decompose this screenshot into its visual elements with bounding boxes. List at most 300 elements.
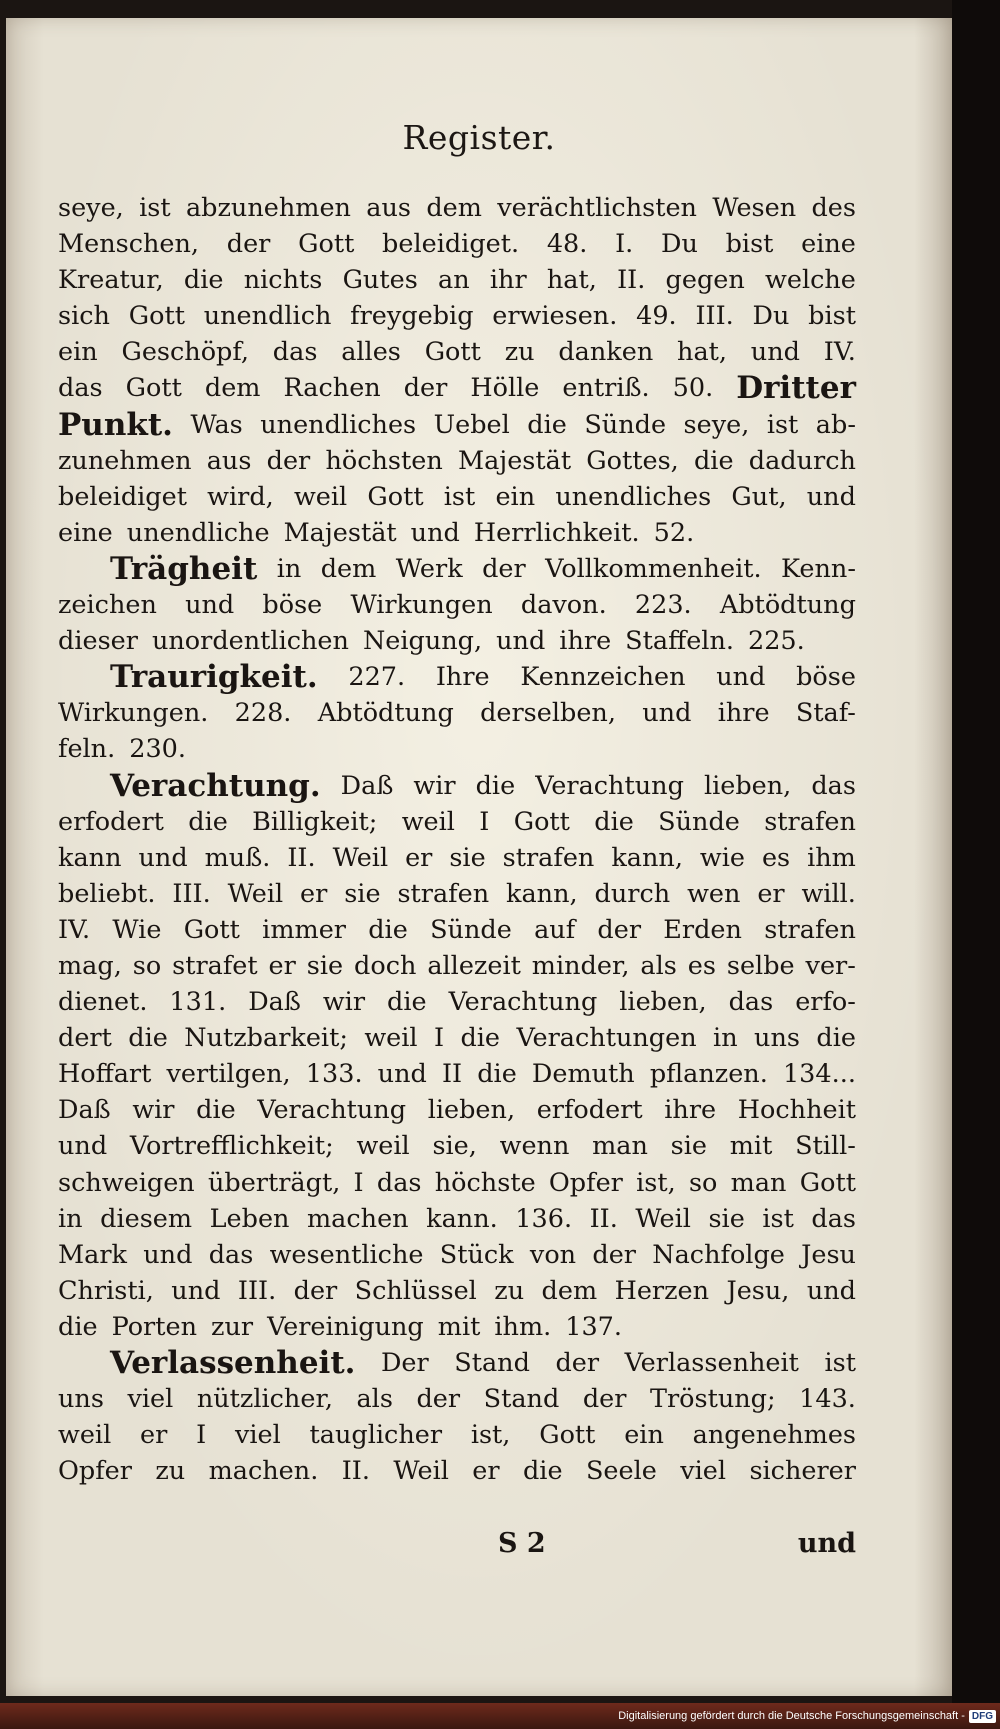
running-head: Register. — [402, 118, 556, 157]
word: allezeit — [427, 950, 521, 981]
word: Trägheit — [110, 550, 258, 587]
word: ist, — [470, 1420, 511, 1451]
word: Opfer — [58, 1456, 132, 1487]
word: die — [196, 1095, 236, 1126]
word: ist — [766, 409, 799, 440]
word: eine — [58, 517, 113, 548]
word: Erden — [663, 914, 742, 945]
word: Mark — [58, 1239, 127, 1270]
word: Schlüssel — [354, 1275, 477, 1306]
word: weil — [401, 806, 455, 837]
text-line — [58, 190, 856, 226]
word: sie — [306, 950, 344, 981]
word: Vortrefflichkeit; — [129, 1131, 334, 1162]
text-line — [58, 298, 856, 334]
word: 137. — [565, 1311, 623, 1342]
word: die — [477, 1059, 517, 1090]
word: lieben, — [703, 770, 792, 801]
word: freygebig — [350, 301, 474, 332]
word: Der — [380, 1348, 429, 1378]
word: Hölle — [470, 373, 540, 404]
word: strafet — [172, 950, 258, 981]
word: viel — [127, 1384, 174, 1415]
word: Jesu — [801, 1239, 856, 1270]
word: machen. — [208, 1456, 319, 1487]
word: Sünde — [430, 914, 512, 945]
word: Wirkungen — [350, 590, 493, 621]
text-line — [58, 370, 856, 406]
word: auf — [534, 914, 576, 945]
register-text-body — [58, 190, 856, 1489]
text-line — [58, 695, 856, 731]
word: es — [761, 842, 791, 873]
word: das — [58, 373, 103, 404]
word: 230. — [129, 734, 186, 765]
word: kann, — [611, 842, 683, 873]
word: Majestät — [457, 445, 572, 476]
word: Gutes — [342, 265, 418, 296]
word: 227. — [348, 662, 406, 693]
word: von — [529, 1239, 577, 1270]
word: Kreatur, — [58, 265, 164, 296]
text-line — [58, 876, 856, 912]
word: unordentlichen — [151, 626, 349, 657]
word: schweigen — [58, 1167, 195, 1198]
word: böse — [262, 590, 323, 621]
word: strafen — [764, 914, 856, 945]
word: davon. — [520, 590, 607, 621]
word: vertilgen, — [166, 1059, 291, 1090]
word: das — [208, 1239, 254, 1270]
word: wen — [687, 878, 741, 909]
word: II. — [287, 842, 316, 873]
word: Tröstung; — [649, 1384, 776, 1415]
word: er — [472, 1456, 500, 1487]
word: zur — [211, 1311, 254, 1342]
word: Verachtungen — [516, 1023, 697, 1054]
word: mit — [437, 1311, 481, 1342]
word: zu — [504, 337, 535, 368]
word: mit — [729, 1131, 773, 1162]
word: Hochheit — [737, 1095, 856, 1126]
word: Gott — [125, 373, 182, 404]
text-line — [58, 984, 856, 1020]
text-line — [58, 623, 856, 659]
word: zu — [155, 1456, 186, 1487]
word: weil — [293, 481, 348, 512]
word: Still- — [795, 1131, 856, 1162]
word: aus — [206, 445, 252, 476]
word: sie — [670, 1131, 708, 1162]
word: ist — [443, 481, 476, 512]
word: dadurch — [748, 445, 856, 476]
word: kann, — [506, 878, 578, 909]
text-line — [58, 1092, 856, 1128]
word: minder, — [531, 950, 630, 981]
text-line — [58, 840, 856, 876]
word: IV. — [823, 337, 856, 368]
text-line — [58, 804, 856, 840]
word: er — [405, 842, 433, 873]
word: strafen — [502, 842, 595, 873]
signature-mark: S 2 — [498, 1528, 546, 1559]
word: Gott — [513, 806, 570, 837]
word: dem — [426, 193, 482, 223]
word: Demuth — [531, 1059, 635, 1090]
word: sich — [58, 301, 110, 332]
word: Vollkommenheit. — [545, 553, 762, 584]
word: Wie — [112, 914, 162, 945]
word: Gott — [539, 1420, 596, 1451]
word: ihre — [717, 698, 770, 729]
word: ab- — [815, 409, 856, 440]
word: 228. — [234, 698, 292, 729]
word: beleidiget. — [382, 229, 520, 260]
word: Verachtung. — [110, 767, 321, 804]
word: Sünde — [584, 409, 667, 440]
word: Seele — [585, 1456, 657, 1487]
word: dem — [541, 1275, 598, 1306]
word: Gott — [183, 914, 240, 945]
word: eine — [801, 229, 856, 260]
word: will. — [801, 878, 856, 909]
word: diesem — [100, 1203, 193, 1234]
word: Stand — [454, 1348, 530, 1378]
word: kann — [58, 842, 122, 873]
word: der — [582, 1384, 627, 1415]
word: strafen — [764, 806, 856, 837]
text-line — [58, 912, 856, 948]
word: Menschen, — [58, 229, 200, 260]
word: welche — [765, 265, 856, 296]
word: das — [811, 770, 856, 801]
word: er — [140, 1420, 168, 1451]
word: Neigung, — [362, 626, 483, 657]
word: und — [716, 662, 766, 693]
word: und — [496, 626, 546, 657]
word: und — [143, 1239, 193, 1270]
word: ihm — [807, 842, 856, 873]
word: ihm. — [494, 1311, 552, 1342]
word: 50. — [672, 373, 714, 404]
word: lieben, — [619, 987, 707, 1018]
word: wesentliche — [269, 1239, 424, 1270]
word: und — [806, 481, 856, 512]
word: Kennzeichen — [520, 662, 686, 693]
text-line — [58, 1128, 856, 1164]
word: Punkt. — [58, 406, 173, 443]
word: wir — [413, 770, 456, 801]
word: sie — [449, 842, 486, 873]
word: verächtlichsten — [497, 193, 697, 223]
word: und — [410, 517, 460, 548]
word: viel — [680, 1456, 727, 1487]
text-line — [58, 1020, 856, 1056]
digitization-footer — [618, 1704, 996, 1728]
word: an — [438, 265, 470, 296]
word: zu — [494, 1275, 525, 1306]
word: mag, — [58, 950, 122, 981]
text-line — [58, 1381, 856, 1417]
paper-page — [6, 18, 952, 1696]
word: der — [416, 1384, 461, 1415]
word: Werk — [395, 553, 463, 584]
word: so — [132, 950, 162, 981]
word: in — [58, 1203, 83, 1234]
word: wird, — [207, 481, 274, 512]
word: und — [185, 590, 235, 621]
word: ein — [495, 481, 536, 512]
word: II. — [341, 1456, 370, 1487]
word: immer — [262, 914, 346, 945]
word: II. — [589, 1203, 618, 1234]
word: Billigkeit; — [252, 806, 378, 837]
word: I — [433, 1023, 445, 1054]
word: die — [188, 806, 228, 837]
word: als — [356, 1384, 393, 1415]
word: Abtödtung — [317, 698, 454, 729]
text-line — [58, 515, 856, 551]
word: seye, — [58, 193, 124, 223]
word: Stück — [439, 1239, 514, 1270]
word: und — [806, 1275, 856, 1306]
word: Wesen — [712, 193, 797, 223]
word: die — [128, 1023, 168, 1054]
word: weil — [364, 1023, 418, 1054]
word: hat, — [546, 265, 597, 296]
word: Verlassenheit. — [110, 1345, 356, 1381]
word: II. — [617, 265, 646, 296]
word: seye, — [683, 409, 750, 440]
word: Weil — [227, 878, 284, 909]
word: die — [527, 409, 567, 440]
word: Verachtung — [535, 770, 684, 801]
word: II — [441, 1059, 463, 1090]
word: der — [293, 1275, 338, 1306]
text-line — [58, 1056, 856, 1092]
word: ein — [58, 337, 98, 368]
word: Weil — [635, 1203, 691, 1234]
word: die — [387, 987, 427, 1018]
word: erfo- — [795, 987, 856, 1018]
word: unendliche — [126, 517, 270, 548]
word: die — [522, 1456, 563, 1487]
word: die — [368, 914, 408, 945]
word: wir — [322, 987, 366, 1018]
word: ver- — [805, 950, 856, 981]
word: nichts — [243, 265, 323, 296]
word: Traurigkeit. — [110, 659, 318, 696]
word: alles — [341, 337, 401, 368]
word: lieben, — [427, 1095, 516, 1126]
word: muß. — [204, 842, 271, 873]
word: unendliches — [260, 409, 417, 440]
word: höchsten — [325, 445, 443, 476]
word: die — [183, 265, 224, 296]
word: dienet. — [58, 987, 148, 1018]
word: sie — [708, 1203, 745, 1234]
word: machen — [307, 1203, 409, 1234]
word: er — [757, 878, 785, 909]
word: ist — [824, 1348, 856, 1378]
book-spine — [952, 0, 1000, 1729]
text-line — [58, 1309, 856, 1345]
word: dem — [204, 373, 261, 404]
text-line — [58, 1165, 856, 1201]
word: Herzen — [614, 1275, 710, 1306]
word: nützlicher, — [196, 1384, 333, 1415]
dfg-logo: DFG — [969, 1710, 996, 1723]
word: weil — [58, 1420, 112, 1451]
word: 48. — [546, 229, 588, 260]
catchline — [58, 1528, 856, 1564]
word: entriß. — [562, 373, 650, 404]
word: uns — [58, 1384, 104, 1415]
word: bist — [725, 229, 774, 260]
word: I. — [615, 229, 634, 260]
word: Leben — [209, 1203, 290, 1234]
word: 225. — [747, 626, 805, 657]
word: Daß — [248, 987, 301, 1018]
text-line — [58, 334, 856, 370]
word: Opfer — [548, 1167, 623, 1198]
word: IV. — [58, 914, 91, 945]
word: Ihre — [435, 662, 490, 693]
word: strafen — [397, 878, 490, 909]
word: Wirkungen. — [58, 698, 209, 729]
word: Staffeln. — [625, 626, 734, 657]
word: hat, — [677, 337, 728, 368]
text-line — [58, 479, 856, 515]
word: 134... — [782, 1059, 856, 1090]
word: ist — [762, 1203, 794, 1234]
word: sie, — [432, 1131, 477, 1162]
word: weil — [356, 1131, 410, 1162]
word: und — [377, 1059, 427, 1090]
word: Dritter — [736, 370, 856, 407]
word: er — [300, 878, 328, 909]
word: die — [816, 1023, 856, 1054]
word: wir — [132, 1095, 175, 1126]
word: 52. — [653, 517, 695, 548]
word: Porten — [111, 1311, 198, 1342]
word: selbe — [726, 950, 795, 981]
word: aus — [366, 193, 411, 223]
word: der — [226, 229, 271, 260]
word: ihre — [664, 1095, 717, 1126]
text-line — [58, 659, 856, 695]
text-line — [58, 1453, 856, 1489]
word: Gott — [799, 1167, 856, 1198]
word: dert — [58, 1023, 112, 1054]
word: das — [376, 1167, 422, 1198]
word: Sünde — [658, 806, 740, 837]
word: Kenn- — [781, 553, 856, 584]
word: dieser — [58, 626, 138, 657]
word: Verlassenheit — [624, 1348, 799, 1378]
word: und — [138, 842, 188, 873]
word: ein — [624, 1420, 664, 1451]
word: Uebel — [433, 409, 510, 440]
word: unendliches — [555, 481, 712, 512]
word: sie — [344, 878, 381, 909]
word: die — [460, 1023, 501, 1054]
word: erwiesen. — [492, 301, 618, 332]
word: zeichen — [58, 590, 157, 621]
word: Daß — [340, 770, 394, 801]
word: der — [482, 553, 526, 584]
word: Staf- — [795, 698, 856, 729]
text-line — [58, 1345, 856, 1381]
text-line — [58, 948, 856, 984]
word: Nutzbarkeit; — [184, 1023, 348, 1054]
word: I — [353, 1167, 364, 1198]
word: Gott — [298, 229, 355, 260]
word: der — [597, 914, 642, 945]
word: höchste — [434, 1167, 536, 1198]
word: der — [592, 1239, 636, 1270]
word: 223. — [634, 590, 692, 621]
footer-credit: Digitalisierung gefördert durch die Deutsche Forschungsgemeinschaft - — [618, 1710, 965, 1722]
word: beliebt. — [58, 878, 156, 909]
word: und — [750, 337, 800, 368]
word: pflanzen. — [649, 1059, 768, 1090]
word: der — [266, 445, 311, 476]
word: das — [728, 987, 774, 1018]
word: die — [594, 806, 634, 837]
word: feln. — [58, 734, 116, 765]
word: I — [479, 806, 490, 837]
word: Nachfolge — [652, 1239, 785, 1270]
word: I — [196, 1420, 207, 1451]
word: Herrlichkeit. — [473, 517, 640, 548]
word: er — [268, 950, 296, 981]
word: das — [272, 337, 318, 368]
word: Hoffart — [58, 1059, 152, 1090]
word: Weil — [332, 842, 389, 873]
word: Weil — [393, 1456, 449, 1487]
word: das — [811, 1203, 856, 1234]
word: überträgt, — [207, 1167, 341, 1198]
word: Majestät — [283, 517, 397, 548]
text-line — [58, 768, 856, 804]
word: des — [811, 193, 856, 223]
word: danken — [558, 337, 654, 368]
word: man — [592, 1131, 648, 1162]
word: bist — [808, 301, 856, 332]
word: doch — [354, 950, 417, 981]
word: ihre — [559, 626, 612, 657]
word: Abtödtung — [719, 590, 856, 621]
word: so — [688, 1167, 718, 1198]
word: 136. — [515, 1203, 573, 1234]
word: wenn — [499, 1131, 570, 1162]
word: Gott — [367, 481, 424, 512]
catchword: und — [797, 1528, 856, 1559]
word: Verachtung — [257, 1095, 407, 1126]
word: derselben, — [480, 698, 616, 729]
word: III. — [695, 301, 734, 332]
word: der — [555, 1348, 600, 1378]
word: und — [642, 698, 692, 729]
word: viel — [234, 1420, 281, 1451]
word: ist, — [636, 1167, 676, 1198]
word: tauglicher — [309, 1420, 443, 1451]
word: Gott — [424, 337, 481, 368]
word: man — [730, 1167, 787, 1198]
word: Verachtung — [448, 987, 598, 1018]
word: 131. — [169, 987, 227, 1018]
